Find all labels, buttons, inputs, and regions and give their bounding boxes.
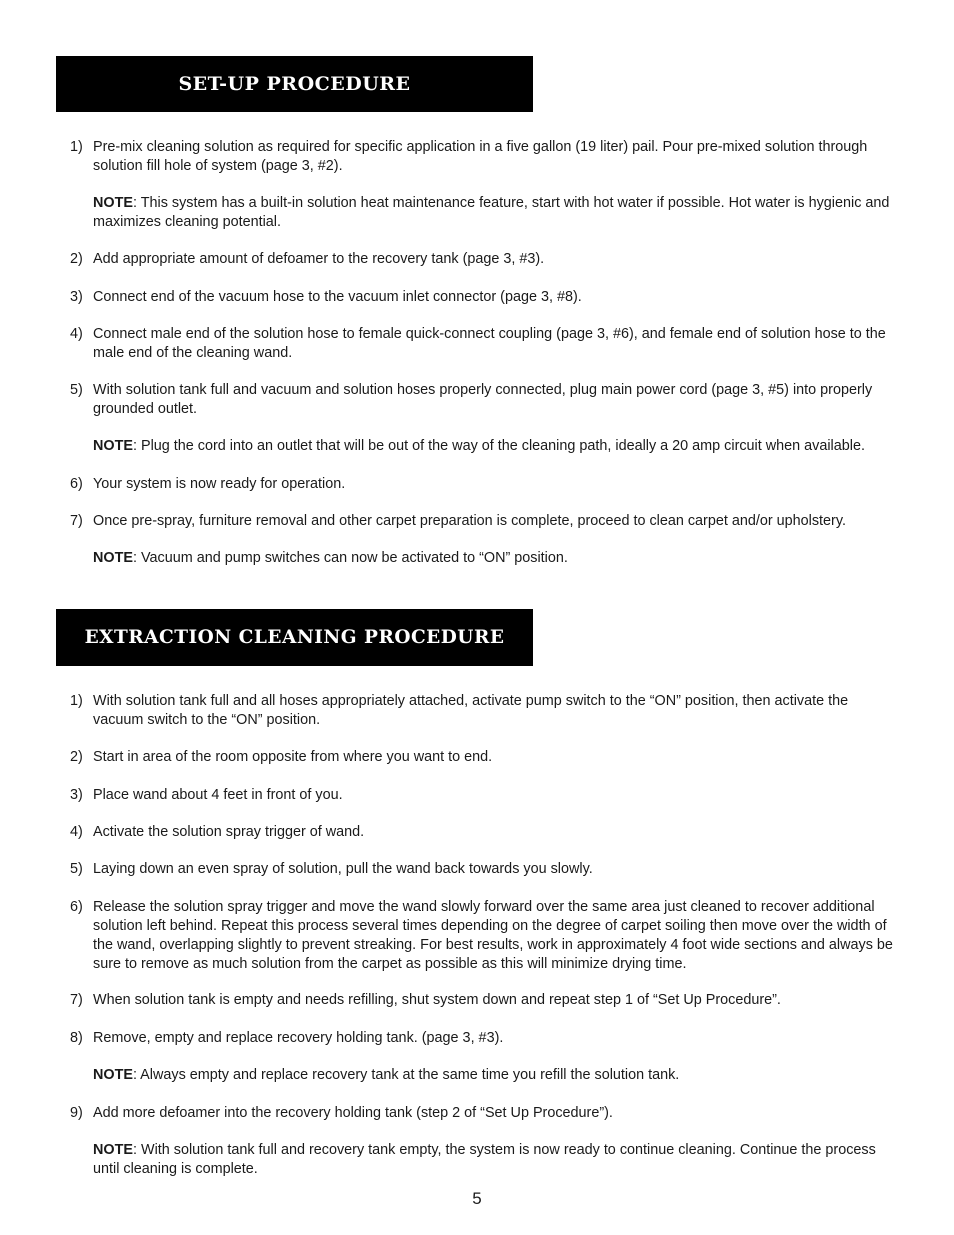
step-number: 8) <box>70 1030 83 1046</box>
note-text: : Plug the cord into an outlet that will be out of the way of the cleaning path, ideally a 20 amp circuit when available. <box>132 438 865 454</box>
extraction-step <box>70 692 900 730</box>
setup-note <box>93 437 900 456</box>
step-number: 5) <box>70 382 83 398</box>
extraction-step <box>70 860 900 879</box>
step-text: Release the solution spray trigger and move the wand slowly forward over the same area just cleaned to recover additional solution left behind. Repeat this process several times depending on the degree of carpet soiling then move over the width of the wand, overlapping slightly to prevent streaking. For best results, work in approximately 4 foot wide sections and always be sure to remove as much solution from the carpet as possible as this will minimize drying time. <box>93 899 893 972</box>
step-text: Activate the solution spray trigger of wand. <box>93 824 365 840</box>
setup-step <box>70 512 900 531</box>
setup-section-title: SET-UP PROCEDURE <box>56 56 533 112</box>
extraction-step <box>70 1104 900 1123</box>
setup-step <box>70 288 900 307</box>
step-number: 4) <box>70 824 83 840</box>
note-text: : Always empty and replace recovery tank at the same time you refill the solution tank. <box>132 1067 680 1083</box>
note-text: : With solution tank full and recovery tank empty, the system is now ready to continue cleaning. Continue the process until cleaning is complete. <box>93 1142 876 1177</box>
step-number: 3) <box>70 289 83 305</box>
step-text: Your system is now ready for operation. <box>93 476 346 492</box>
setup-note <box>93 194 900 232</box>
setup-step <box>70 250 900 269</box>
setup-step <box>70 138 900 176</box>
step-number: 2) <box>70 251 83 267</box>
extraction-step <box>70 991 900 1010</box>
extraction-step <box>70 898 900 974</box>
extraction-step <box>70 823 900 842</box>
step-text: Laying down an even spray of solution, pull the wand back towards you slowly. <box>93 861 593 877</box>
step-text: Remove, empty and replace recovery holding tank. (page 3, #3). <box>93 1030 504 1046</box>
step-number: 5) <box>70 861 83 877</box>
extraction-step <box>70 786 900 805</box>
extraction-step <box>70 1029 900 1048</box>
step-text: With solution tank full and vacuum and solution hoses properly connected, plug main power cord (page 3, #5) into properly grounded outlet. <box>93 382 873 417</box>
step-number: 3) <box>70 787 83 803</box>
note-label: NOTE <box>93 550 133 566</box>
step-text: Once pre-spray, furniture removal and other carpet preparation is complete, proceed to clean carpet and/or upholstery. <box>93 513 846 529</box>
step-text: Add appropriate amount of defoamer to the recovery tank (page 3, #3). <box>93 251 545 267</box>
step-number: 7) <box>70 513 83 529</box>
note-label: NOTE <box>93 195 133 211</box>
extraction-section-title: EXTRACTION CLEANING PROCEDURE <box>56 609 533 666</box>
step-text: Add more defoamer into the recovery holding tank (step 2 of “Set Up Procedure”). <box>93 1105 613 1121</box>
step-number: 1) <box>70 139 83 155</box>
setup-note <box>93 549 900 568</box>
note-text: : Vacuum and pump switches can now be activated to “ON” position. <box>132 550 568 566</box>
extraction-note <box>93 1066 900 1085</box>
extraction-step <box>70 748 900 767</box>
step-number: 1) <box>70 693 83 709</box>
setup-step <box>70 381 900 419</box>
setup-step <box>70 475 900 494</box>
step-text: Connect male end of the solution hose to female quick-connect coupling (page 3, #6), and female end of solution hose to the male end of the cleaning wand. <box>93 326 886 361</box>
step-text: Connect end of the vacuum hose to the vacuum inlet connector (page 3, #8). <box>93 289 582 305</box>
page-number: 5 <box>472 1189 482 1208</box>
setup-step <box>70 325 900 363</box>
step-text: Place wand about 4 feet in front of you. <box>93 787 343 803</box>
step-text: With solution tank full and all hoses appropriately attached, activate pump switch to the “ON” position, then activate the vacuum switch to the “ON” position. <box>93 693 849 728</box>
step-number: 6) <box>70 899 83 915</box>
step-number: 9) <box>70 1105 83 1121</box>
step-text: Start in area of the room opposite from where you want to end. <box>93 749 493 765</box>
step-number: 4) <box>70 326 83 342</box>
step-number: 2) <box>70 749 83 765</box>
step-number: 7) <box>70 992 83 1008</box>
step-text: Pre-mix cleaning solution as required for specific application in a five gallon (19 liter) pail. Pour pre-mixed solution through solution fill hole of system (page 3, #2). <box>93 139 868 174</box>
step-number: 6) <box>70 476 83 492</box>
extraction-note <box>93 1141 900 1179</box>
note-label: NOTE <box>93 1067 133 1083</box>
note-label: NOTE <box>93 1142 133 1158</box>
note-label: NOTE <box>93 438 133 454</box>
note-text: : This system has a built-in solution heat maintenance feature, start with hot water if possible. Hot water is hygienic and maximizes cleaning potential. <box>93 195 890 230</box>
step-text: When solution tank is empty and needs refilling, shut system down and repeat step 1 of “Set Up Procedure”. <box>93 992 781 1008</box>
